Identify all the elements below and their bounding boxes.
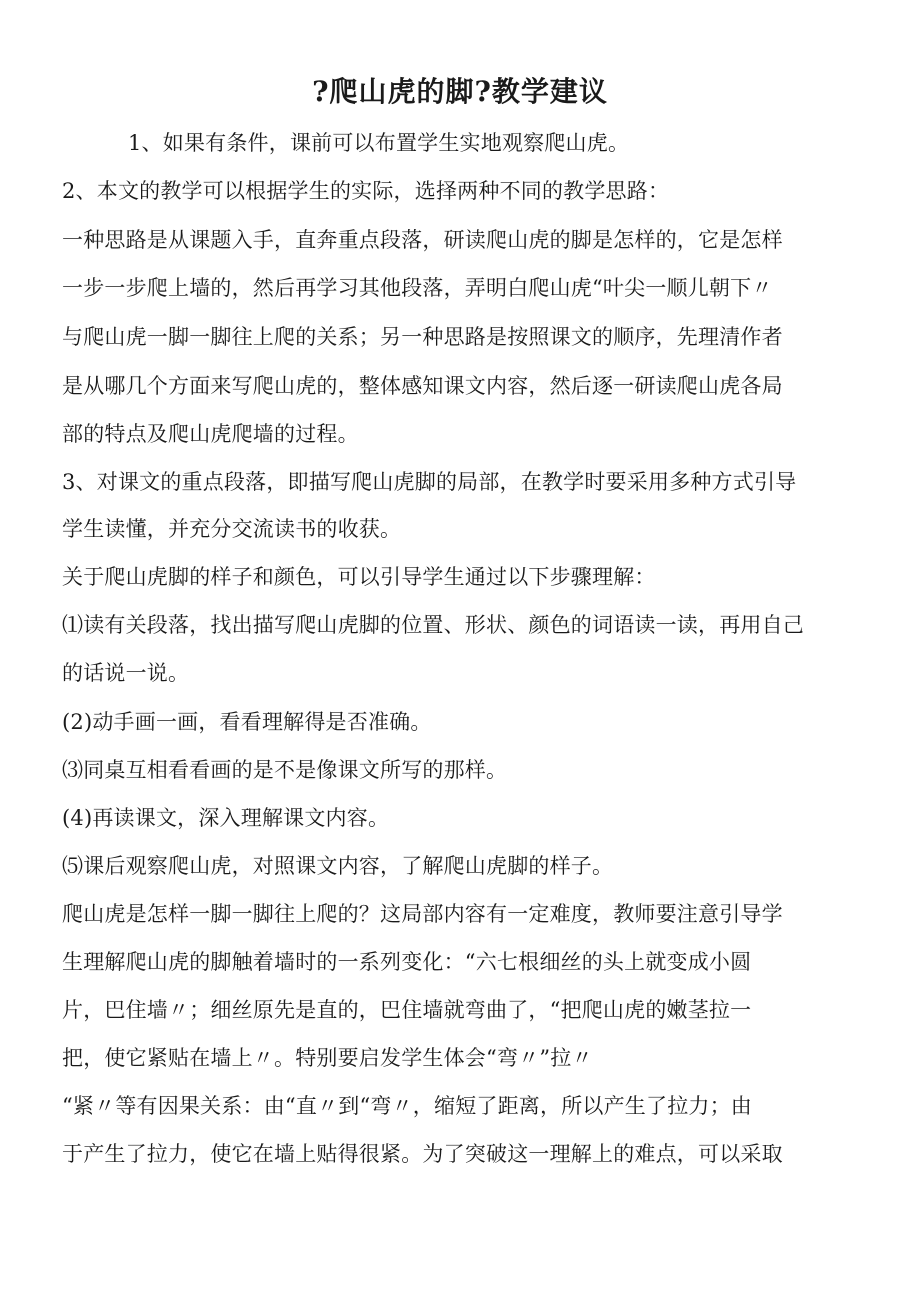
text-line: “紧〃等有因果关系：由“直〃到“弯〃，缩短了距离，所以产生了拉力；由 [62,1094,753,1118]
text-line: 学生读懂，并充分交流读书的收获。 [62,517,402,541]
text-line: 把，使它紧贴在墙上〃。特别要启发学生体会“弯〃”拉〃 [62,1046,593,1070]
text-line: 片，巴住墙〃；细丝原先是直的，巴住墙就弯曲了，“把爬山虎的嫩茎拉一 [62,998,752,1022]
text-line: ⑴读有关段落，找出描写爬山虎脚的位置、形状、颜色的词语读一读，再用自己 [62,613,804,637]
text-line: ⑶同桌互相看看画的是不是像课文所写的那样。 [62,758,508,782]
text-line: ⑸课后观察爬山虎，对照课文内容，了解爬山虎脚的样子。 [62,854,614,878]
text-line: 于产生了拉力，使它在墙上贴得很紧。为了突破这一理解上的难点，可以采取 [62,1142,783,1166]
text-line: 3、对课文的重点段落，即描写爬山虎脚的局部，在教学时要采用多种方式引导 [62,470,797,494]
text-line: 1、如果有条件，课前可以布置学生实地观察爬山虎。 [128,131,630,155]
text-line: (2)动手画一画，看看理解得是否准确。 [62,710,432,734]
text-line: 是从哪几个方面来写爬山虎的，整体感知课文内容，然后逐一研读爬山虎各局 [62,374,783,398]
text-line: 爬山虎是怎样一脚一脚往上爬的？这局部内容有一定难度，教师要注意引导学 [62,902,783,926]
text-line: 一种思路是从课题入手，直奔重点段落，研读爬山虎的脚是怎样的，它是怎样 [62,228,783,252]
text-line: (4)再读课文，深入理解课文内容。 [62,806,390,830]
text-line: 的话说一说。 [62,661,190,685]
text-line: 与爬山虎一脚一脚往上爬的关系；另一种思路是按照课文的顺序，先理清作者 [62,325,783,349]
text-line: 一步一步爬上墙的，然后再学习其他段落，弄明白爬山虎“叶尖一顺儿朝下〃 [62,276,773,300]
text-line: 2、本文的教学可以根据学生的实际，选择两种不同的教学思路： [62,179,670,203]
text-line: 生理解爬山虎的脚触着墙时的一系列变化：“六七根细丝的头上就变成小圆 [62,950,752,974]
text-line: 部的特点及爬山虎爬墙的过程。 [62,422,359,446]
document-title: ?爬山虎的脚?教学建议 [312,75,608,108]
text-line: 关于爬山虎脚的样子和颜色，可以引导学生通过以下步骤理解： [62,565,656,589]
